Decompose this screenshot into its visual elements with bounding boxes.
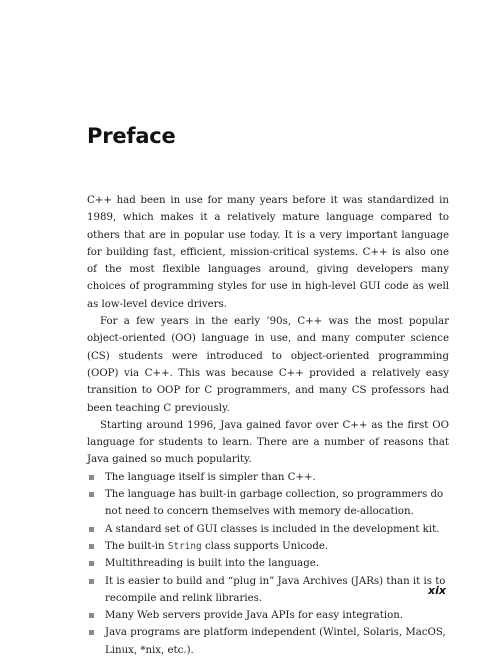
- preface-body: [87, 192, 449, 659]
- list-item: The language has built-in garbage collection, so programmers do not need to concern themselves with memory de-allocation.: [87, 486, 449, 521]
- paragraph-3: Starting around 1996, Java gained favor over C++ as the first OO language for students to learn. There are a number of reasons that Java gained so much popularity.: [87, 419, 449, 466]
- list-item: The built-in String class supports Unicode.: [87, 538, 449, 555]
- list-item: Java programs are platform independent (Wintel, Solaris, MacOS, Linux, *nix, etc.).: [87, 624, 449, 659]
- bullet-square-icon: [89, 613, 94, 618]
- paragraph-2: For a few years in the early ’90s, C++ was the most popular object-oriented (OO) language in use, and many computer science (CS) students were introduced to object-oriented programming (OOP) via C++. This was because C++ provided a relatively easy transition to OOP for C programmers, and many CS professors had been teaching C previously.: [87, 316, 449, 414]
- bullet-square-icon: [89, 475, 94, 480]
- bullet-square-icon: [89, 579, 94, 584]
- list-item: The language itself is simpler than C++.: [87, 469, 449, 486]
- page-number: xix: [428, 584, 446, 597]
- bullet-square-icon: [89, 544, 94, 549]
- code-string: String: [167, 540, 202, 552]
- chapter-title: Preface: [87, 124, 176, 148]
- bullet-square-icon: [89, 630, 94, 635]
- bullet-square-icon: [89, 561, 94, 566]
- list-item: Multithreading is built into the language.: [87, 555, 449, 572]
- list-item: It is easier to build and “plug in” Java Archives (JARs) than it is to recompile and relink libraries.: [87, 573, 449, 608]
- bullet-square-icon: [89, 527, 94, 532]
- bullet-square-icon: [89, 492, 94, 497]
- list-item: Many Web servers provide Java APIs for easy integration.: [87, 607, 449, 624]
- paragraph-1: C++ had been in use for many years before it was standardized in 1989, which makes it a relatively mature language compared to others that are in popular use today. It is a very important language for building fast, efficient, mission-critical systems. C++ is also one of the most flexible languages around, giving developers many choices of programming styles for use in high-level GUI code as well as low-level device drivers.: [87, 195, 449, 310]
- reasons-list: [87, 469, 449, 659]
- list-item: A standard set of GUI classes is included in the development kit.: [87, 521, 449, 538]
